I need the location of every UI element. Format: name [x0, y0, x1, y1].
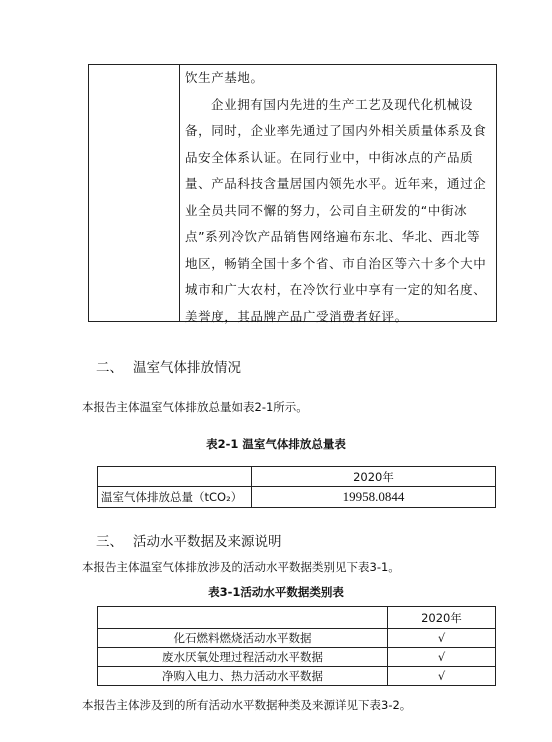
activity-label: 净购入电力、热力活动水平数据	[98, 667, 388, 686]
table-3-1-caption: 表3-1活动水平数据类别表	[208, 585, 344, 599]
table-row	[98, 648, 496, 667]
profile-line: 备，同时，企业率先通过了国内外相关质量体系及食	[185, 123, 487, 138]
profile-line: 量、产品科技含量居国内领先水平。近年来，通过企	[185, 176, 487, 191]
table-row	[98, 667, 496, 686]
section-3-heading	[96, 530, 282, 550]
section-2-body: 本报告主体温室气体排放总量如表2-1所示。	[82, 400, 308, 414]
profile-line: 地区，畅销全国十多个省、市自治区等六十多个大中	[185, 255, 487, 271]
section-2-heading	[96, 356, 241, 376]
activity-label: 废水厌氧处理过程活动水平数据	[98, 648, 388, 667]
section-number: 三、	[96, 534, 123, 550]
profile-line: 城市和广大农村，在冷饮行业中享有一定的知名度、	[185, 282, 487, 297]
table-row	[98, 629, 496, 648]
emissions-label: 温室气体排放总量（tCO₂）	[98, 487, 252, 508]
profile-line: 企业拥有国内先进的生产工艺及现代化机械设	[211, 96, 474, 112]
table-2-1-caption: 表2-1 温室气体排放总量表	[206, 437, 346, 451]
check-mark: √	[388, 629, 496, 648]
profile-line: 点”系列冷饮产品销售网络遍布东北、华北、西北等	[185, 229, 481, 244]
section-3-body: 本报告主体温室气体排放涉及的活动水平数据类别见下表3-1。	[82, 560, 400, 574]
table-header-year: 2020年	[252, 467, 496, 487]
table-header-year: 2020年	[388, 607, 496, 629]
emissions-value: 19958.0844	[252, 487, 496, 508]
profile-line: 业全员共同不懈的努力，公司自主研发的“中街冰	[185, 202, 468, 218]
activity-data-table	[97, 606, 496, 686]
profile-line: 美誉度，其品牌产品广受消费者好评。	[185, 308, 408, 324]
activity-label: 化石燃料燃烧活动水平数据	[98, 629, 388, 648]
company-profile-table	[88, 64, 497, 322]
section-title: 活动水平数据及来源说明	[133, 534, 282, 550]
table-column-divider	[179, 65, 180, 321]
emissions-table	[97, 466, 496, 508]
profile-line: 品安全体系认证。在同行业中，中街冰点的产品质	[185, 149, 474, 165]
check-mark: √	[388, 648, 496, 667]
profile-line: 饮生产基地。	[185, 70, 264, 85]
section-title: 温室气体排放情况	[133, 360, 241, 376]
check-mark: √	[388, 667, 496, 686]
table-corner-cell	[98, 607, 388, 629]
section-3-footer: 本报告主体涉及到的所有活动水平数据种类及来源详见下表3-2。	[82, 698, 412, 712]
section-number: 二、	[96, 360, 123, 376]
table-corner-cell	[98, 467, 252, 487]
company-profile-text	[185, 65, 491, 330]
